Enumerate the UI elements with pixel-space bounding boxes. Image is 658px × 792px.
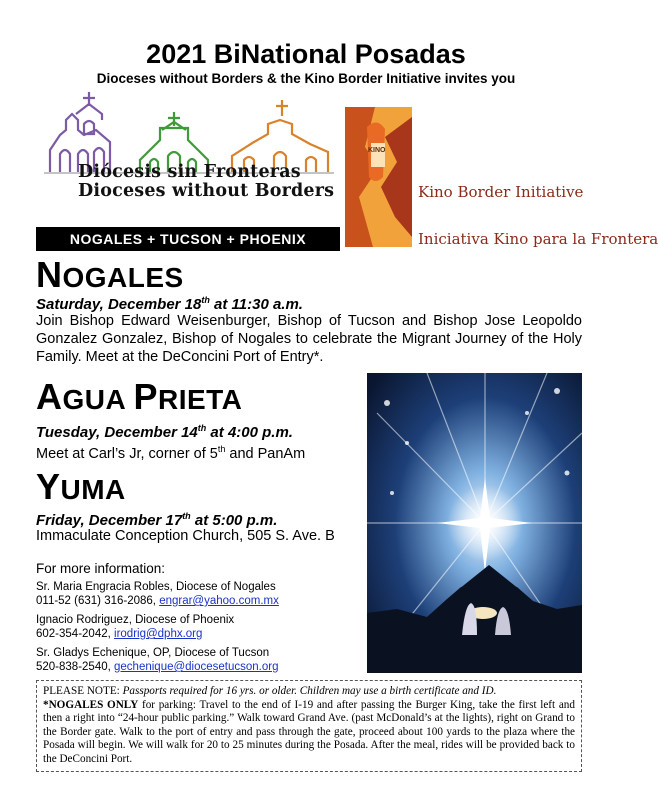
contact-entry <box>36 613 356 641</box>
nogales-date <box>36 291 303 314</box>
heading-rest: GUA <box>62 384 134 415</box>
date-time: at 11:30 a.m. <box>209 296 303 313</box>
date-suffix: th <box>197 423 207 433</box>
contact-email-link[interactable]: irodrig@dphx.org <box>114 628 203 640</box>
contact-email-link[interactable]: gechenique@diocesetucson.org <box>114 661 279 673</box>
note-nogales-label: *NOGALES ONLY <box>43 698 139 711</box>
note-nogales-text: for parking: Travel to the end of I-19 and after passing the Burger King, take the first left and then a right into “24-hour public parking.” Walk toward Grand Ave. (past McDonald’s at the lights), right on Grand to the Border gate. Walk to the port of entry and pass through the gate, proceed about 100 yards to the plaza where the Posada will begin. We will walk for 20 to 25 minutes during the Posada. After the meal, rides will be provided back to the DeConcini Port. <box>43 698 575 765</box>
contact-name: Sr. Gladys Echenique, OP, Diocese of Tucson <box>36 647 270 659</box>
nativity-image <box>367 373 582 673</box>
agua-prieta-location <box>36 440 305 463</box>
heading-rest: RIETA <box>157 384 243 415</box>
diocese-name-english: Dioceses without Borders <box>78 181 335 201</box>
page-title: 2021 BiNational Posadas <box>146 39 466 69</box>
page-subtitle: Dioceses without Borders & the Kino Border Initiative invites you <box>96 71 516 86</box>
note-label: PLEASE NOTE: <box>43 685 123 697</box>
please-note-box <box>36 680 582 772</box>
contact-phone: 011-52 (631) 316-2086, <box>36 595 160 607</box>
agua-prieta-date <box>36 419 293 442</box>
contact-info <box>36 560 356 679</box>
yuma-heading <box>36 468 126 509</box>
agua-prieta-heading <box>36 378 242 419</box>
date-suffix: th <box>182 511 191 521</box>
contact-email-link[interactable]: engrar@yahoo.com.mx <box>159 595 279 607</box>
heading-initial: A <box>36 376 63 417</box>
nogales-description: Join Bishop Edward Weisenburger, Bishop of Tucson and Bishop Jose Leopoldo Gonzalez Gonzalez, Bishop of Nogales to celebrate the Migrant Journey of the Holy Family. Meet at the DeConcini Port of Entry*. <box>36 313 582 365</box>
contact-phone: 602-354-2042, <box>36 628 115 640</box>
kino-mark-text: KINO <box>368 147 386 154</box>
contact-entry <box>36 580 356 608</box>
contact-name: Sr. Maria Engracia Robles, Diocese of Nogales <box>36 581 276 593</box>
diocese-cities-bar: NOGALES + TUCSON + PHOENIX <box>36 227 340 251</box>
heading-rest: OGALES <box>62 262 184 293</box>
location-text-end: and PanAm <box>225 445 306 462</box>
nativity-star-icon <box>367 373 582 673</box>
diocese-name-spanish: Diócesis sin Fronteras <box>78 162 301 182</box>
kino-hands-icon <box>345 107 412 247</box>
location-suffix: th <box>217 444 226 454</box>
date-text: Friday, December 17 <box>36 512 183 529</box>
contact-phone: 520-838-2540, <box>36 661 115 673</box>
heading-initial: P <box>133 376 158 417</box>
yuma-location: Immaculate Conception Church, 505 S. Ave. B <box>36 528 335 544</box>
date-text: Saturday, December 18 <box>36 296 202 313</box>
note-passport: Passports required for 16 yrs. or older. Children may use a birth certificate and ID. <box>122 685 497 697</box>
kino-name-english: Kino Border Initiative <box>418 183 584 201</box>
contact-heading: For more information: <box>36 561 166 576</box>
kino-name-spanish: Iniciativa Kino para la Frontera <box>418 230 658 248</box>
contact-entry <box>36 646 356 674</box>
date-time: at 5:00 p.m. <box>190 512 278 529</box>
heading-rest: UMA <box>60 474 126 505</box>
location-text: Meet at Carl’s Jr, corner of 5 <box>36 445 218 462</box>
heading-initial: Y <box>36 466 61 507</box>
kino-border-initiative-logo <box>345 107 412 247</box>
contact-name: Ignacio Rodriguez, Diocese of Phoenix <box>36 614 235 626</box>
date-time: at 4:00 p.m. <box>206 424 293 441</box>
date-text: Tuesday, December 14 <box>36 424 198 441</box>
date-suffix: th <box>201 295 210 305</box>
heading-initial: N <box>36 254 63 295</box>
